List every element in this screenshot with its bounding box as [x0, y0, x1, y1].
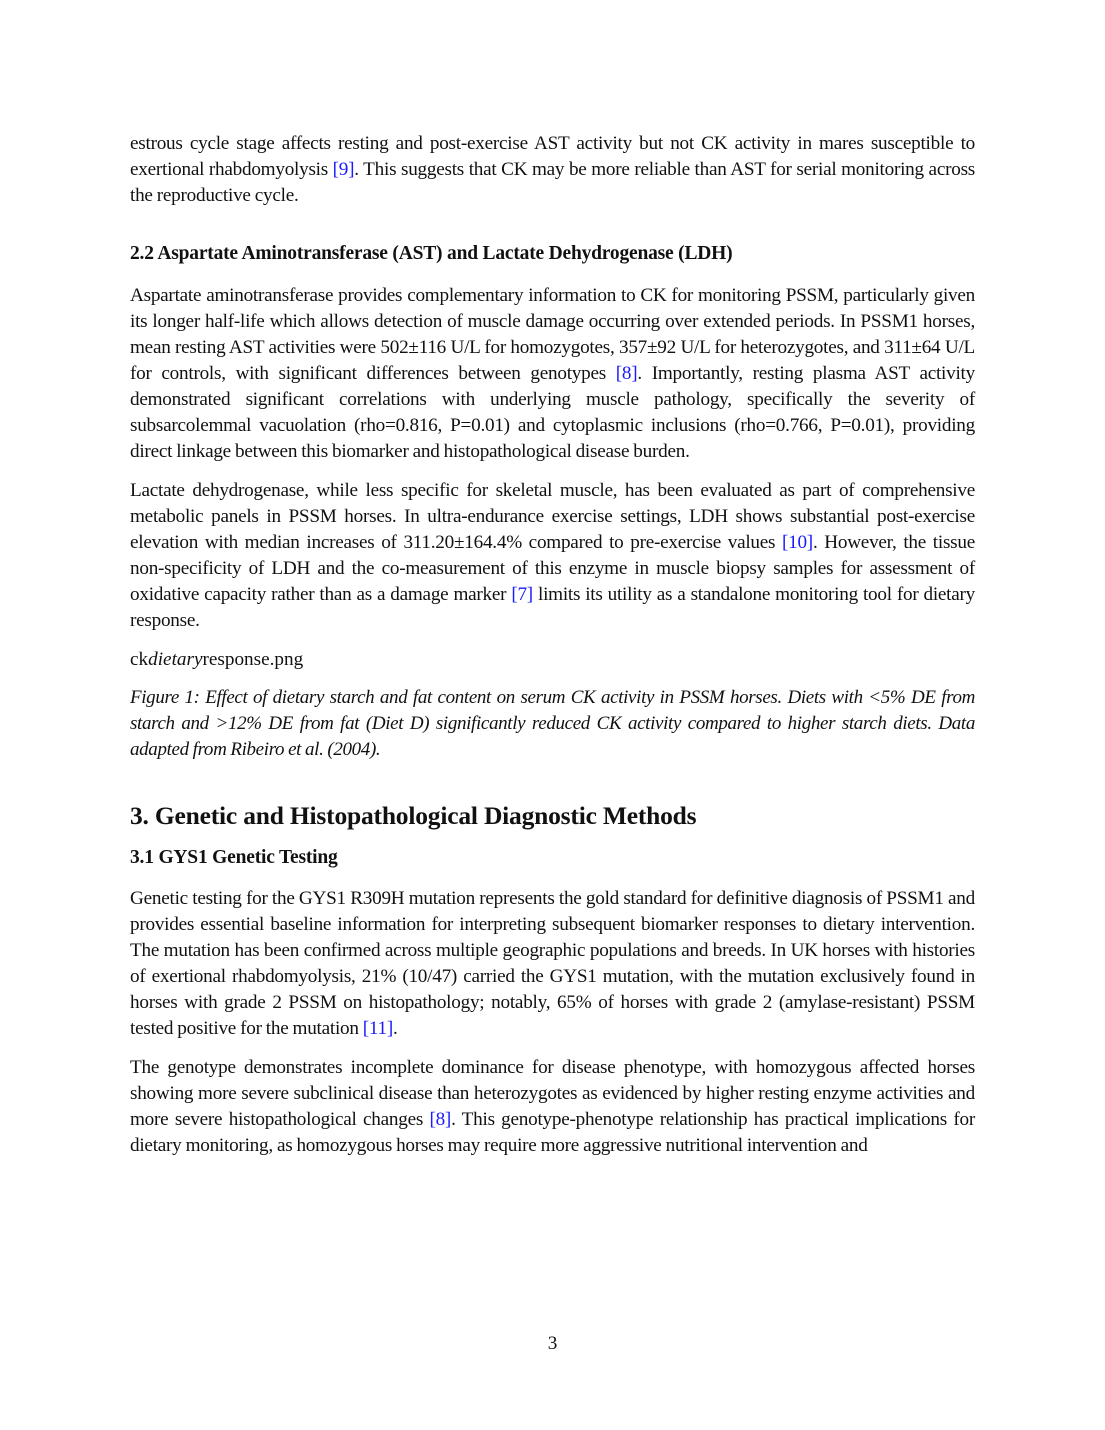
text-span: limits its utility as a standalone monitoring tool for dietary response.	[130, 584, 976, 631]
text-span: estrous cycle stage affects resting and post-exercise AST activity but not CK activity in mares susceptible to exertional rhabdomyolysis	[130, 133, 975, 180]
section-3-1-heading: 3.1 GYS1 Genetic Testing	[130, 847, 338, 868]
text-span: . However, the tissue non-specificity of LDH and the co-measurement of this enzyme in muscle biopsy samples for assessment of oxidative capacity rather than as a damage marker	[130, 532, 975, 605]
text-span: Lactate dehydrogenase, while less specific for skeletal muscle, has been evaluated as part of comprehensive metabolic panels in PSSM horses. In ultra-endurance exercise settings, LDH shows substantial post-exercise elevation with median increases of 311.20±164.4% compared to pre-exercise values	[130, 480, 975, 553]
ldh-paragraph	[130, 478, 975, 634]
citation-link-9[interactable]: [9]	[332, 159, 355, 180]
text-span: . Importantly, resting plasma AST activity demonstrated significant correlations with underlying muscle pathology, specifically the severity of subsarcolemmal vacuolation (rho=0.816, P=0.01) and cytoplasmic inclusions (rho=0.766, P=0.01), providing direct linkage between this biomarker and histopathological disease burden.	[130, 363, 975, 462]
citation-link-10[interactable]: [10]	[781, 532, 813, 553]
page-number: 3	[547, 1333, 558, 1354]
figure-file-italic: dietary	[148, 649, 203, 670]
genotype-paragraph	[130, 1055, 975, 1159]
text-span: Genetic testing for the GYS1 R309H mutation represents the gold standard for definitive diagnosis of PSSM1 and provides essential baseline information for interpreting subsequent biomarker responses to dietary intervention. The mutation has been confirmed across multiple geographic populations and breeds. In UK horses with histories of exertional rhabdomyolysis, 21% (10/47) carried the GYS1 mutation, with the mutation exclusively found in horses with grade 2 PSSM on histopathology; notably, 65% of horses with grade 2 (amylase-resistant) PSSM tested positive for the mutation	[130, 888, 975, 1039]
figure-file-prefix: ck	[130, 649, 149, 670]
citation-link-8[interactable]: [8]	[615, 363, 638, 384]
text-span: Aspartate aminotransferase provides complementary information to CK for monitoring PSSM, particularly given its longer half-life which allows detection of muscle damage occurring over extended periods. In PSSM1 horses, mean resting AST activities were 502±116 U/L for homozygotes, 357±92 U/L for heterozygotes, and 311±64 U/L for controls, with significant differences between genotypes	[130, 285, 975, 384]
text-span: . This suggests that CK may be more reliable than AST for serial monitoring across the reproductive cycle.	[130, 159, 976, 206]
text-span: . This genotype-phenotype relationship has practical implications for dietary monitoring, as homozygous horses may require more aggressive nutritional intervention and	[130, 1109, 975, 1156]
text-span: The genotype demonstrates incomplete dominance for disease phenotype, with homozygous affected horses showing more severe subclinical disease than heterozygotes as evidenced by higher resting enzyme activities and more severe histopathological changes	[130, 1057, 975, 1130]
ast-paragraph	[130, 283, 975, 465]
intro-paragraph	[130, 131, 975, 209]
figure-caption: Figure 1: Effect of dietary starch and fat content on serum CK activity in PSSM horses. Diets with <5% DE from starch and >12% DE from fat (Diet D) significantly reduced CK activity compared to higher starch diets. Data adapted from Ribeiro et al. (2004).	[130, 687, 975, 760]
document-page	[130, 131, 975, 1172]
section-2-2-heading: 2.2 Aspartate Aminotransferase (AST) and Lactate Dehydrogenase (LDH)	[130, 243, 733, 264]
figure-image-placeholder	[130, 647, 975, 673]
text-span: .	[393, 1018, 398, 1039]
citation-link-11[interactable]: [11]	[362, 1018, 394, 1039]
section-3-heading: 3. Genetic and Histopathological Diagnostic Methods	[130, 801, 697, 830]
figure-file-suffix: response.png	[202, 649, 304, 670]
citation-link-7[interactable]: [7]	[511, 584, 533, 605]
citation-link-8[interactable]: [8]	[429, 1109, 452, 1130]
gys1-paragraph	[130, 886, 975, 1042]
